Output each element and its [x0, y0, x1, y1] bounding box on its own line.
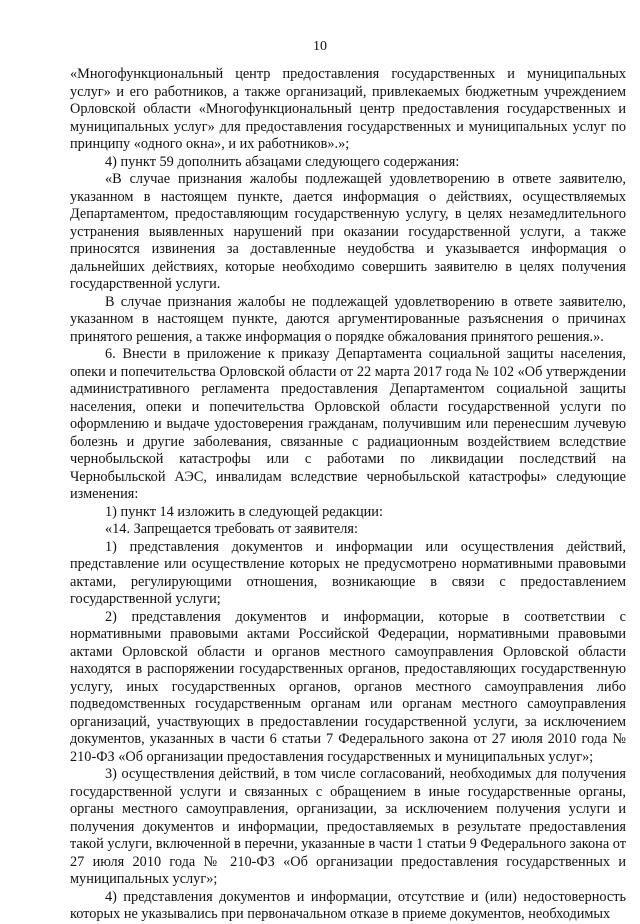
paragraph: 4) пункт 59 дополнить абзацами следующего содержания:	[105, 153, 460, 170]
paragraph: 6. Внести в приложение к приказу Департамента социальной защиты населения, опеки и попечительства Орловской области от 22 марта 2017 года № 102 «Об утверждении административного регламента предоставления Департаментом социальной защиты населения, опеки и попечительства Орловской области государственной услуги по оформлению и выдаче удостоверения гражданам, получившим или перенесшим лучевую болезнь и другие заболевания, связанные с радиационным воздействием вследствие чернобыльской катастрофы или с работами по ликвидации последствий на Чернобыльской АЭС, инвалидам вследствие чернобыльской катастрофы» следующие изменения:	[70, 346, 626, 502]
paragraph: 1) представления документов и информации или осуществления действий, представление или осуществление которых не предусмотрено нормативными правовыми актами, регулирующими отношения, возникающие в связи с предоставлением государственной услуги;	[70, 538, 626, 607]
paragraph: «Многофункциональный центр предоставления государственных и муниципальных услуг» и его работников, а также организаций, привлекаемых бюджетным учреждением Орловской области «Многофункциональный центр предоставления государственных и муниципальных услуг» для предоставления государственных и муниципальных услуг по принципу «одного окна», и их работников».»;	[70, 66, 626, 152]
page-number: 10	[313, 39, 327, 54]
paragraph: 2) представления документов и информации, которые в соответствии с нормативными правовыми актами Российской Федерации, нормативными правовыми актами Орловской области и органов местного самоуправления Орловской области находятся в распоряжении государственных органов, предоставляющих государственную услугу, иных государственных органов, органов местного самоуправления либо подведомственных государственным органам или органам местного самоуправления организаций, участвующих в предоставлении государственной услуги, за исключением документов, указанных в части 6 статьи 7 Федерального закона от 27 июля 2010 года № 210-ФЗ «Об организации предоставления государственных и муниципальных услуг»;	[70, 608, 626, 765]
paragraph: В случае признания жалобы не подлежащей удовлетворению в ответе заявителю, указанном в настоящем пункте, даются аргументированные разъяснения о причинах принятого решения, а также информация о порядке обжалования принятого решения.».	[70, 293, 626, 345]
paragraph: «14. Запрещается требовать от заявителя:	[105, 521, 358, 537]
paragraph: 1) пункт 14 изложить в следующей редакции:	[105, 503, 383, 520]
paragraph: «В случае признания жалобы подлежащей удовлетворению в ответе заявителю, указанном в настоящем пункте, дается информация о действиях, осуществляемых Департаментом, предоставляющим государственную услугу, в целях незамедлительного устранения выявленных нарушений при оказании государственной услуги, а также приносятся извинения за доставленные неудобства и указывается информация о дальнейших действиях, которые необходимо совершить заявителю в целях получения государственной услуги.	[70, 171, 626, 292]
paragraph: 3) осуществления действий, в том числе согласований, необходимых для получения государственной услуги и связанных с обращением в иные государственные органы, органы местного самоуправления, организации, за исключением получения услуги и получения документов и информации, предоставляемых в результате предоставления такой услуги, включенной в перечни, указанные в части 1 статьи 9 Федерального закона от 27 июля 2010 года № 210-ФЗ «Об организации предоставления государственных и муниципальных услуг»;	[70, 766, 626, 887]
paragraph: 4) представления документов и информации, отсутствие и (или) недостоверность которых не указывались при первоначальном отказе в приеме документов, необходимых	[70, 888, 626, 922]
document-body	[70, 66, 626, 924]
